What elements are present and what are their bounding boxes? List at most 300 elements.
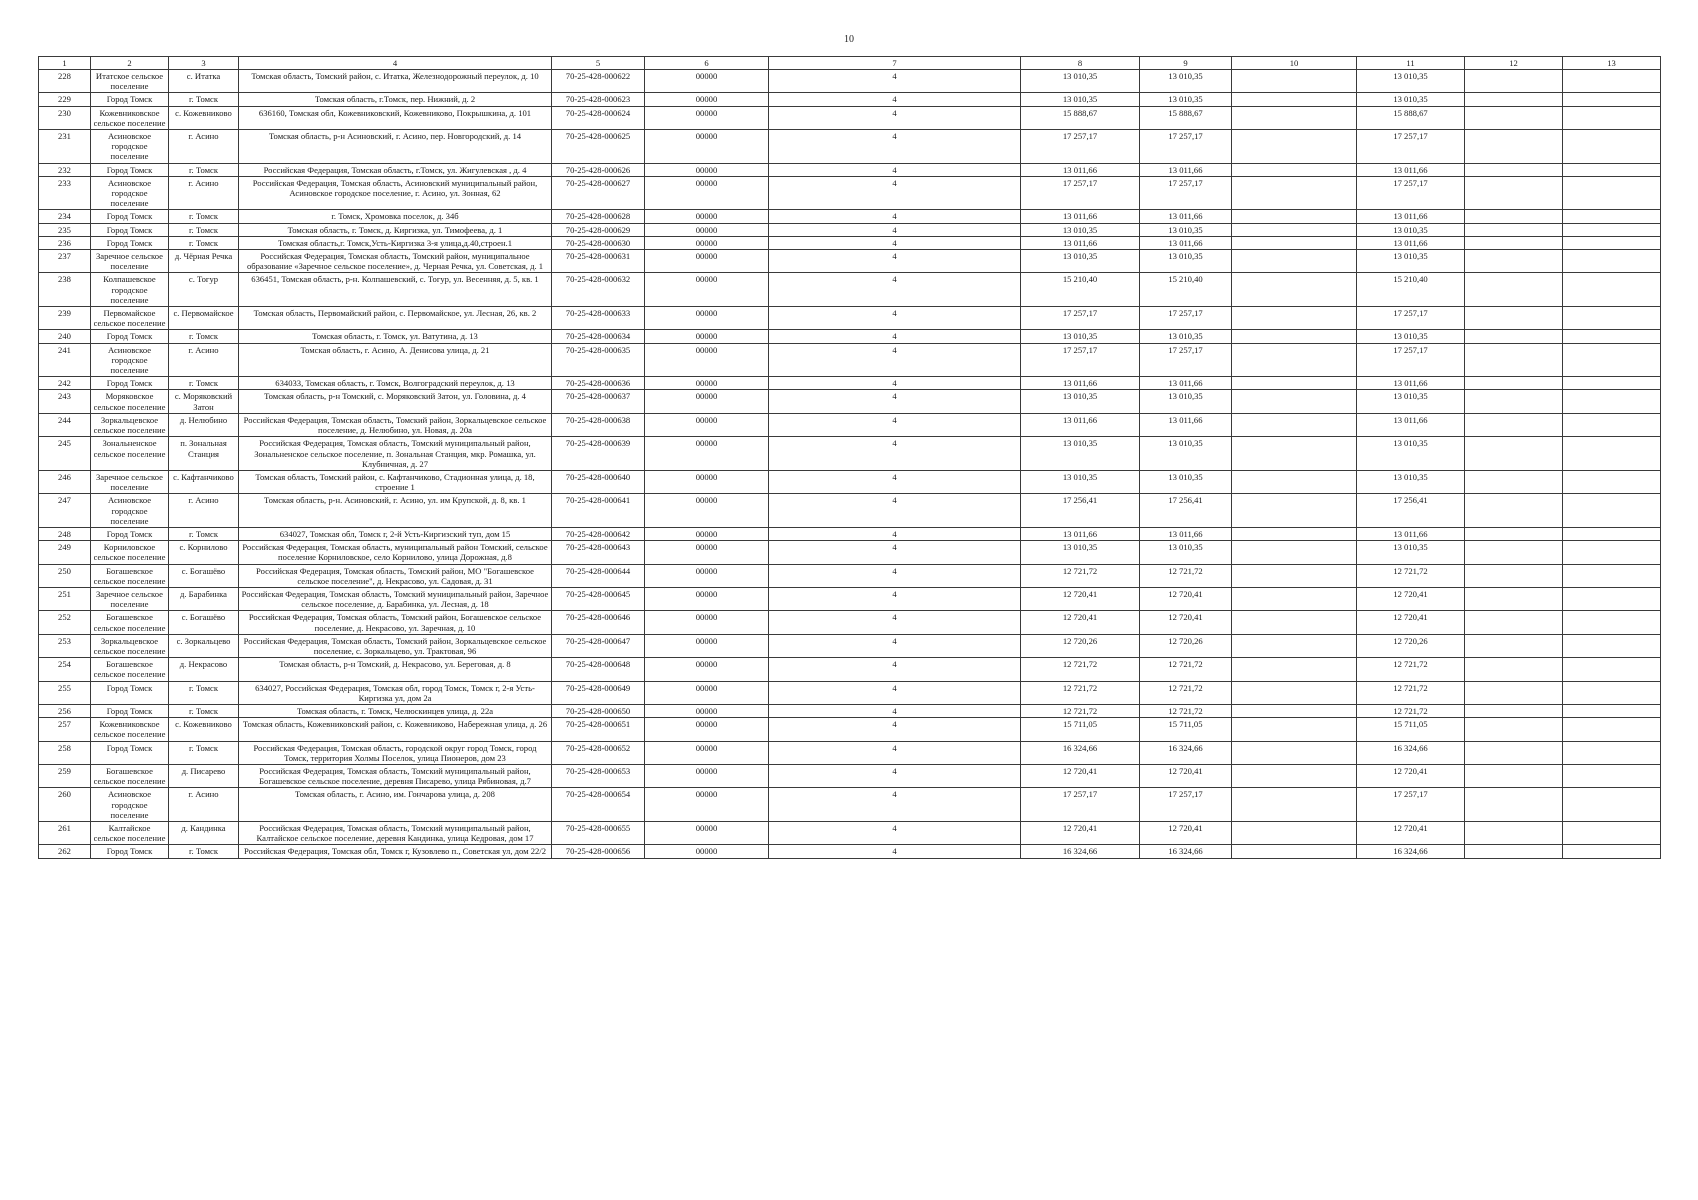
table-row bbox=[39, 741, 1661, 764]
table-cell: Заречное сельское поселение bbox=[91, 250, 169, 273]
table-cell: 4 bbox=[769, 70, 1021, 93]
table-row bbox=[39, 163, 1661, 176]
table-cell: 249 bbox=[39, 541, 91, 564]
table-cell: д. Барабинка bbox=[169, 587, 239, 610]
table-cell: г. Томск bbox=[169, 527, 239, 540]
table-cell: 70-25-428-000653 bbox=[552, 764, 645, 787]
table-cell: 17 257,17 bbox=[1357, 130, 1465, 164]
table-cell bbox=[1465, 390, 1563, 413]
table-cell: 70-25-428-000656 bbox=[552, 845, 645, 858]
table-cell: 13 010,35 bbox=[1140, 437, 1232, 471]
table-cell: 70-25-428-000622 bbox=[552, 70, 645, 93]
table-cell bbox=[1465, 564, 1563, 587]
table-row bbox=[39, 718, 1661, 741]
page-number: 10 bbox=[844, 34, 854, 45]
table-cell: 12 720,41 bbox=[1021, 587, 1140, 610]
table-cell: 70-25-428-000655 bbox=[552, 822, 645, 845]
table-cell: 13 010,35 bbox=[1021, 223, 1140, 236]
table-cell bbox=[1232, 250, 1357, 273]
table-cell: 12 721,72 bbox=[1021, 681, 1140, 704]
column-header: 6 bbox=[645, 57, 769, 70]
table-row bbox=[39, 587, 1661, 610]
table-cell: г. Асино bbox=[169, 788, 239, 822]
table-cell: 17 257,17 bbox=[1140, 176, 1232, 210]
table-cell: 17 257,17 bbox=[1021, 307, 1140, 330]
table-row bbox=[39, 343, 1661, 377]
table-cell: 13 010,35 bbox=[1021, 250, 1140, 273]
table-cell: 17 257,17 bbox=[1140, 788, 1232, 822]
table-cell bbox=[1232, 741, 1357, 764]
table-cell: 13 010,35 bbox=[1021, 70, 1140, 93]
table-cell: п. Зональная Станция bbox=[169, 437, 239, 471]
table-cell: Калтайское сельское поселение bbox=[91, 822, 169, 845]
table-cell bbox=[1563, 307, 1661, 330]
table-cell: Российская Федерация, Томская область, Томский район, муниципальное образование «Заречное сельское поселение», д. Черная Речка, ул. Советская, д. 1 bbox=[239, 250, 552, 273]
column-header: 9 bbox=[1140, 57, 1232, 70]
table-cell: г. Томск bbox=[169, 236, 239, 249]
table-cell: 13 010,35 bbox=[1021, 93, 1140, 106]
table-cell: 70-25-428-000636 bbox=[552, 377, 645, 390]
table-cell: 4 bbox=[769, 494, 1021, 528]
table-cell: 00000 bbox=[645, 223, 769, 236]
table-cell bbox=[1563, 822, 1661, 845]
table-cell bbox=[1232, 93, 1357, 106]
table-cell: 70-25-428-000629 bbox=[552, 223, 645, 236]
table-cell bbox=[1563, 718, 1661, 741]
table-cell bbox=[1563, 437, 1661, 471]
table-cell: 238 bbox=[39, 273, 91, 307]
table-cell: 00000 bbox=[645, 587, 769, 610]
table-row bbox=[39, 764, 1661, 787]
table-cell bbox=[1465, 250, 1563, 273]
table-cell: Город Томск bbox=[91, 330, 169, 343]
table-cell: 12 720,26 bbox=[1357, 634, 1465, 657]
table-cell: 70-25-428-000626 bbox=[552, 163, 645, 176]
table-cell: Кожевниковское сельское поселение bbox=[91, 106, 169, 129]
table-cell: 242 bbox=[39, 377, 91, 390]
table-cell: 4 bbox=[769, 163, 1021, 176]
table-cell bbox=[1465, 236, 1563, 249]
column-header: 2 bbox=[91, 57, 169, 70]
table-cell: 13 011,66 bbox=[1021, 527, 1140, 540]
table-cell: 4 bbox=[769, 250, 1021, 273]
header-row bbox=[39, 57, 1661, 70]
table-cell: 233 bbox=[39, 176, 91, 210]
table-cell: Моряковское сельское поселение bbox=[91, 390, 169, 413]
table-cell: 4 bbox=[769, 564, 1021, 587]
table-cell: 16 324,66 bbox=[1021, 741, 1140, 764]
column-header: 1 bbox=[39, 57, 91, 70]
table-cell: г. Томск bbox=[169, 210, 239, 223]
table-cell: Томская область, г. Томск, д. Киргизка, ул. Тимофеева, д. 1 bbox=[239, 223, 552, 236]
table-cell bbox=[1563, 741, 1661, 764]
table-cell: 4 bbox=[769, 390, 1021, 413]
table-cell: Богашевское сельское поселение bbox=[91, 658, 169, 681]
table-row bbox=[39, 210, 1661, 223]
table-row bbox=[39, 822, 1661, 845]
table-cell bbox=[1563, 587, 1661, 610]
table-cell: Город Томск bbox=[91, 527, 169, 540]
table-cell: 13 011,66 bbox=[1021, 210, 1140, 223]
table-cell: 16 324,66 bbox=[1357, 741, 1465, 764]
table-cell: 15 210,40 bbox=[1021, 273, 1140, 307]
table-cell bbox=[1232, 330, 1357, 343]
table-cell: 12 720,41 bbox=[1021, 764, 1140, 787]
table-cell: 00000 bbox=[645, 236, 769, 249]
table-cell: Асиновское городское поселение bbox=[91, 130, 169, 164]
table-cell: Зоркальцевское сельское поселение bbox=[91, 634, 169, 657]
table-cell: 13 011,66 bbox=[1140, 236, 1232, 249]
table-cell bbox=[1563, 377, 1661, 390]
table-cell: 12 721,72 bbox=[1140, 658, 1232, 681]
table-cell: Город Томск bbox=[91, 210, 169, 223]
table-cell: 248 bbox=[39, 527, 91, 540]
table-cell bbox=[1232, 130, 1357, 164]
table-cell: 239 bbox=[39, 307, 91, 330]
table-cell: 4 bbox=[769, 176, 1021, 210]
table-cell: Город Томск bbox=[91, 236, 169, 249]
table-cell: 15 711,05 bbox=[1140, 718, 1232, 741]
table-cell: 13 010,35 bbox=[1021, 541, 1140, 564]
table-row bbox=[39, 788, 1661, 822]
table-cell: 70-25-428-000642 bbox=[552, 527, 645, 540]
table-cell: 12 721,72 bbox=[1357, 564, 1465, 587]
table-cell: 4 bbox=[769, 527, 1021, 540]
column-header: 13 bbox=[1563, 57, 1661, 70]
table-cell: Томская область, р-н Томский, с. Моряковский Затон, ул. Головина, д. 4 bbox=[239, 390, 552, 413]
table-cell: г. Асино bbox=[169, 494, 239, 528]
table-cell bbox=[1465, 611, 1563, 634]
table-cell: 13 011,66 bbox=[1140, 413, 1232, 436]
table-cell bbox=[1465, 634, 1563, 657]
table-cell bbox=[1232, 611, 1357, 634]
table-cell: 13 011,66 bbox=[1140, 377, 1232, 390]
table-row bbox=[39, 307, 1661, 330]
table-cell: 4 bbox=[769, 704, 1021, 717]
table-cell: г. Асино bbox=[169, 176, 239, 210]
table-cell: 12 720,41 bbox=[1021, 611, 1140, 634]
table-cell bbox=[1563, 788, 1661, 822]
table-cell bbox=[1465, 163, 1563, 176]
table-cell bbox=[1465, 330, 1563, 343]
table-cell bbox=[1232, 788, 1357, 822]
table-cell: 00000 bbox=[645, 176, 769, 210]
table-row bbox=[39, 658, 1661, 681]
table-cell: 17 257,17 bbox=[1021, 176, 1140, 210]
table-cell: 4 bbox=[769, 236, 1021, 249]
table-cell: 13 010,35 bbox=[1357, 70, 1465, 93]
table-cell: 00000 bbox=[645, 93, 769, 106]
table-cell: 232 bbox=[39, 163, 91, 176]
table-cell: г. Асино bbox=[169, 343, 239, 377]
table-cell bbox=[1232, 377, 1357, 390]
table-cell: Томская область, р-н. Асиновский, г. Асино, ул. им Крупской, д. 8, кв. 1 bbox=[239, 494, 552, 528]
table-cell: 247 bbox=[39, 494, 91, 528]
table-cell: г. Томск bbox=[169, 330, 239, 343]
table-cell bbox=[1232, 845, 1357, 858]
column-header: 8 bbox=[1021, 57, 1140, 70]
table-cell bbox=[1563, 681, 1661, 704]
table-cell: Колпашевское городское поселение bbox=[91, 273, 169, 307]
table-cell: 256 bbox=[39, 704, 91, 717]
table-cell: Российская Федерация, Томская область, Томский район, МО "Богашевское сельское поселение", д. Некрасово, ул. Садовая, д. 31 bbox=[239, 564, 552, 587]
table-cell: Город Томск bbox=[91, 704, 169, 717]
table-row bbox=[39, 250, 1661, 273]
table-cell: Российская Федерация, Томская область, Томский район, Богашевское сельское поселение, д. Некрасово, ул. Заречная, д. 10 bbox=[239, 611, 552, 634]
table-cell: 12 720,41 bbox=[1357, 587, 1465, 610]
table-cell bbox=[1232, 106, 1357, 129]
table-cell: Город Томск bbox=[91, 741, 169, 764]
table-cell: Российская Федерация, Томская область, Томский муниципальный район, Богашевское сельское поселение, деревня Писарево, улица Рябиновая, д.7 bbox=[239, 764, 552, 787]
table-cell bbox=[1465, 527, 1563, 540]
table-cell bbox=[1232, 564, 1357, 587]
table-cell: 15 711,05 bbox=[1357, 718, 1465, 741]
table-cell: 70-25-428-000645 bbox=[552, 587, 645, 610]
table-row bbox=[39, 223, 1661, 236]
table-cell: 00000 bbox=[645, 210, 769, 223]
table-cell: с. Кафтанчиково bbox=[169, 470, 239, 493]
table-cell bbox=[1465, 587, 1563, 610]
table-cell bbox=[1465, 718, 1563, 741]
table-row bbox=[39, 845, 1661, 858]
table-cell: 17 257,17 bbox=[1021, 130, 1140, 164]
table-cell: 15 888,67 bbox=[1021, 106, 1140, 129]
table-cell: 13 011,66 bbox=[1021, 236, 1140, 249]
table-row bbox=[39, 273, 1661, 307]
table-cell bbox=[1465, 273, 1563, 307]
table-cell: с. Итатка bbox=[169, 70, 239, 93]
table-row bbox=[39, 564, 1661, 587]
table-cell: 15 210,40 bbox=[1357, 273, 1465, 307]
table-cell: 4 bbox=[769, 223, 1021, 236]
table-cell bbox=[1465, 176, 1563, 210]
table-cell: Томская область, р-н Асиновский, г. Асино, пер. Новгородский, д. 14 bbox=[239, 130, 552, 164]
column-header: 11 bbox=[1357, 57, 1465, 70]
table-cell: 70-25-428-000627 bbox=[552, 176, 645, 210]
table-cell: Асиновское городское поселение bbox=[91, 176, 169, 210]
table-cell bbox=[1465, 130, 1563, 164]
table-row bbox=[39, 390, 1661, 413]
table-cell: 12 720,41 bbox=[1357, 822, 1465, 845]
table-cell: 243 bbox=[39, 390, 91, 413]
table-cell bbox=[1232, 163, 1357, 176]
table-cell: Российская Федерация, Томская область, муниципальный район Томский, сельское поселение Корниловское, село Корнилово, улица Дорожная, д.8 bbox=[239, 541, 552, 564]
table-cell: Российская Федерация, Томская область, Асиновский муниципальный район, Асиновское городское поселение, г. Асино, ул. Зонная, 62 bbox=[239, 176, 552, 210]
table-cell: Томская область, р-н Томский, д. Некрасово, ул. Береговая, д. 8 bbox=[239, 658, 552, 681]
table-row bbox=[39, 413, 1661, 436]
table-cell bbox=[1563, 564, 1661, 587]
column-header: 7 bbox=[769, 57, 1021, 70]
table-cell: 259 bbox=[39, 764, 91, 787]
table-cell: Кожевниковское сельское поселение bbox=[91, 718, 169, 741]
table-cell: 245 bbox=[39, 437, 91, 471]
table-cell: 636160, Томская обл, Кожевниковский, Кожевниково, Покрышкина, д. 101 bbox=[239, 106, 552, 129]
table-cell: Российская Федерация, Томская область, Томский муниципальный район, Калтайское сельское поселение, деревня Кандинка, улица Кедровая, дом 17 bbox=[239, 822, 552, 845]
column-header: 5 bbox=[552, 57, 645, 70]
table-cell bbox=[1563, 845, 1661, 858]
table-cell bbox=[1232, 223, 1357, 236]
table-cell: 00000 bbox=[645, 564, 769, 587]
table-cell: 00000 bbox=[645, 634, 769, 657]
table-cell: 12 720,41 bbox=[1140, 587, 1232, 610]
table-cell: 4 bbox=[769, 764, 1021, 787]
table-cell: 12 720,41 bbox=[1140, 764, 1232, 787]
table-cell: 4 bbox=[769, 634, 1021, 657]
table-row bbox=[39, 634, 1661, 657]
table-cell: 17 257,17 bbox=[1140, 307, 1232, 330]
table-cell: 13 011,66 bbox=[1140, 527, 1232, 540]
table-cell: 260 bbox=[39, 788, 91, 822]
table-cell: 00000 bbox=[645, 845, 769, 858]
table-cell bbox=[1465, 70, 1563, 93]
table-cell: 00000 bbox=[645, 658, 769, 681]
table-row bbox=[39, 541, 1661, 564]
table-cell: 234 bbox=[39, 210, 91, 223]
table-cell: Асиновское городское поселение bbox=[91, 343, 169, 377]
table-cell bbox=[1465, 106, 1563, 129]
table-row bbox=[39, 70, 1661, 93]
table-cell: 12 721,72 bbox=[1021, 564, 1140, 587]
table-cell: 13 011,66 bbox=[1357, 527, 1465, 540]
table-cell: 13 010,35 bbox=[1021, 330, 1140, 343]
table-cell bbox=[1465, 764, 1563, 787]
table-cell: Российская Федерация, Томская область, Томский район, Зоркальцевское сельское поселение, д. Нелюбино, ул. Новая, д. 20а bbox=[239, 413, 552, 436]
table-cell: 13 011,66 bbox=[1357, 377, 1465, 390]
table-cell: 00000 bbox=[645, 822, 769, 845]
table-cell: 13 011,66 bbox=[1357, 413, 1465, 436]
table-cell bbox=[1563, 106, 1661, 129]
table-cell: 230 bbox=[39, 106, 91, 129]
table-cell: 13 010,35 bbox=[1357, 223, 1465, 236]
table-cell: 13 010,35 bbox=[1357, 541, 1465, 564]
table-cell bbox=[1563, 236, 1661, 249]
table-cell: 634033, Томская область, г. Томск, Волгоградский переулок, д. 13 bbox=[239, 377, 552, 390]
table-cell: 13 011,66 bbox=[1021, 377, 1140, 390]
table-cell: 13 010,35 bbox=[1357, 330, 1465, 343]
table-cell: 4 bbox=[769, 470, 1021, 493]
table-cell: 00000 bbox=[645, 250, 769, 273]
table-cell: 15 210,40 bbox=[1140, 273, 1232, 307]
table-cell: Асиновское городское поселение bbox=[91, 788, 169, 822]
table-cell bbox=[1563, 764, 1661, 787]
table-cell: 00000 bbox=[645, 70, 769, 93]
table-cell: 00000 bbox=[645, 764, 769, 787]
table-cell: Город Томск bbox=[91, 845, 169, 858]
table-cell: 262 bbox=[39, 845, 91, 858]
table-cell: 00000 bbox=[645, 330, 769, 343]
table-cell bbox=[1232, 470, 1357, 493]
table-cell: 00000 bbox=[645, 130, 769, 164]
table-cell: 4 bbox=[769, 273, 1021, 307]
table-cell: 13 010,35 bbox=[1357, 390, 1465, 413]
table-cell: с. Зоркальцево bbox=[169, 634, 239, 657]
table-cell: 13 010,35 bbox=[1357, 437, 1465, 471]
table-cell bbox=[1563, 413, 1661, 436]
table-cell: 4 bbox=[769, 788, 1021, 822]
table-cell: 4 bbox=[769, 106, 1021, 129]
table-cell: 13 011,66 bbox=[1140, 210, 1232, 223]
table-cell: 251 bbox=[39, 587, 91, 610]
table-cell: Российская Федерация, Томская область, Томский муниципальный район, Заречное сельское поселение, д. Барабинка, ул. Лесная, д. 18 bbox=[239, 587, 552, 610]
table-cell: г. Томск, Хромовка поселок, д. 34б bbox=[239, 210, 552, 223]
table-cell: 634027, Российская Федерация, Томская обл, город Томск, Томск г, 2-я Усть-Киргизка ул, дом 2а bbox=[239, 681, 552, 704]
table-cell bbox=[1465, 845, 1563, 858]
table-cell: Город Томск bbox=[91, 681, 169, 704]
table-cell: 13 011,66 bbox=[1021, 163, 1140, 176]
table-cell: 00000 bbox=[645, 788, 769, 822]
table-cell: Город Томск bbox=[91, 163, 169, 176]
table-cell: 4 bbox=[769, 130, 1021, 164]
table-cell: 12 721,72 bbox=[1140, 704, 1232, 717]
table-cell bbox=[1563, 223, 1661, 236]
table-cell: 70-25-428-000638 bbox=[552, 413, 645, 436]
table-cell: 13 010,35 bbox=[1140, 470, 1232, 493]
table-cell bbox=[1465, 377, 1563, 390]
table-cell: 17 257,17 bbox=[1357, 307, 1465, 330]
table-cell bbox=[1465, 93, 1563, 106]
table-cell: 636451, Томская область, р-н. Колпашевский, с. Тогур, ул. Весенняя, д. 5, кв. 1 bbox=[239, 273, 552, 307]
table-cell: Томская область, Кожевниковский район, с. Кожевниково, Набережная улица, д. 26 bbox=[239, 718, 552, 741]
table-cell: 17 257,17 bbox=[1357, 176, 1465, 210]
table-cell bbox=[1563, 130, 1661, 164]
table-cell: д. Некрасово bbox=[169, 658, 239, 681]
table-cell bbox=[1563, 176, 1661, 210]
table-cell: 4 bbox=[769, 587, 1021, 610]
table-cell bbox=[1465, 822, 1563, 845]
table-cell bbox=[1563, 527, 1661, 540]
table-cell: 17 257,17 bbox=[1357, 343, 1465, 377]
table-cell: 00000 bbox=[645, 527, 769, 540]
table-cell bbox=[1232, 718, 1357, 741]
table-cell: г. Томск bbox=[169, 93, 239, 106]
table-cell: Итатское сельское поселение bbox=[91, 70, 169, 93]
table-cell: 00000 bbox=[645, 273, 769, 307]
table-cell: 16 324,66 bbox=[1021, 845, 1140, 858]
table-cell: 00000 bbox=[645, 611, 769, 634]
table-cell bbox=[1465, 343, 1563, 377]
table-cell bbox=[1465, 741, 1563, 764]
table-cell bbox=[1563, 470, 1661, 493]
table-cell: 70-25-428-000641 bbox=[552, 494, 645, 528]
table-cell: 15 711,05 bbox=[1021, 718, 1140, 741]
table-row bbox=[39, 527, 1661, 540]
table-cell bbox=[1232, 822, 1357, 845]
table-cell: 70-25-428-000649 bbox=[552, 681, 645, 704]
table-cell: 4 bbox=[769, 681, 1021, 704]
table-cell bbox=[1563, 70, 1661, 93]
table-cell bbox=[1563, 541, 1661, 564]
table-cell: 13 010,35 bbox=[1140, 93, 1232, 106]
table-cell: 13 010,35 bbox=[1140, 330, 1232, 343]
table-cell: Город Томск bbox=[91, 377, 169, 390]
table-cell bbox=[1232, 390, 1357, 413]
table-cell: 13 010,35 bbox=[1140, 223, 1232, 236]
table-cell: 00000 bbox=[645, 494, 769, 528]
table-cell bbox=[1563, 343, 1661, 377]
table-cell: 70-25-428-000650 bbox=[552, 704, 645, 717]
table-cell: 4 bbox=[769, 413, 1021, 436]
table-cell: 4 bbox=[769, 93, 1021, 106]
table-cell: Заречное сельское поселение bbox=[91, 470, 169, 493]
table-cell: 634027, Томская обл, Томск г, 2-й Усть-Киргизский туп, дом 15 bbox=[239, 527, 552, 540]
table-cell: Томская область, Первомайский район, с. Первомайское, ул. Лесная, 26, кв. 2 bbox=[239, 307, 552, 330]
table-cell: 4 bbox=[769, 741, 1021, 764]
table-cell bbox=[1465, 437, 1563, 471]
table-cell: 255 bbox=[39, 681, 91, 704]
table-row bbox=[39, 176, 1661, 210]
table-cell bbox=[1232, 704, 1357, 717]
table-cell: д. Чёрная Речка bbox=[169, 250, 239, 273]
